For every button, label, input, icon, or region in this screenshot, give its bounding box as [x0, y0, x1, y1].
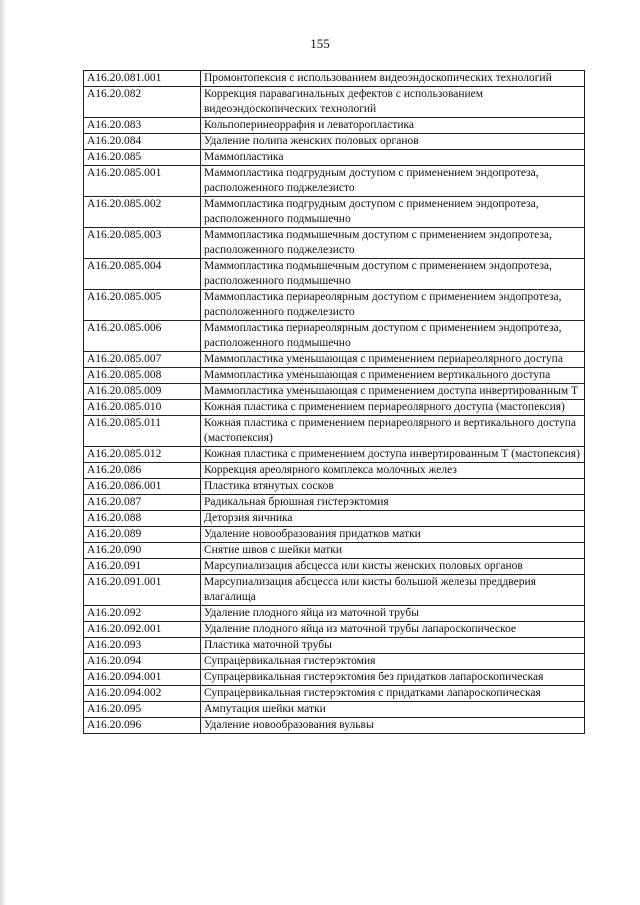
procedure-name: Удаление полипа женских половых органов — [201, 134, 585, 150]
procedure-name: Радикальная брюшная гистерэктомия — [201, 495, 585, 511]
procedure-code: A16.20.094.002 — [84, 686, 201, 702]
table-row — [84, 511, 585, 527]
procedure-code: A16.20.085.007 — [84, 352, 201, 368]
procedure-code: A16.20.085.009 — [84, 384, 201, 400]
procedure-name: Маммопластика подмышечным доступом с применением эндопротеза, расположенного подмышечно — [201, 259, 585, 290]
procedure-name: Удаление новообразования вульвы — [201, 718, 585, 734]
procedure-name: Кожная пластика с применением доступа инвертированным Т (мастопексия) — [201, 447, 585, 463]
procedure-name: Промонтопексия с использованием видеоэндоскопических технологий — [201, 71, 585, 87]
table-row — [84, 463, 585, 479]
table-row — [84, 150, 585, 166]
procedure-name: Удаление новообразования придатков матки — [201, 527, 585, 543]
table-row — [84, 718, 585, 734]
procedure-name: Супрацервикальная гистерэктомия с придатками лапароскопическая — [201, 686, 585, 702]
procedure-name: Маммопластика подгрудным доступом с применением эндопротеза, расположенного подмышечно — [201, 197, 585, 228]
table-row — [84, 447, 585, 463]
procedure-name: Маммопластика подгрудным доступом с применением эндопротеза, расположенного поджелезисто — [201, 166, 585, 197]
procedure-name: Супрацервикальная гистерэктомия без придатков лапароскопическая — [201, 670, 585, 686]
procedure-name: Коррекция ареолярного комплекса молочных желез — [201, 463, 585, 479]
table-row — [84, 543, 585, 559]
procedure-code: A16.20.086.001 — [84, 479, 201, 495]
procedure-name: Кольпоперинеоррафия и леваторопластика — [201, 118, 585, 134]
procedure-code: A16.20.094 — [84, 654, 201, 670]
procedure-code: A16.20.091.001 — [84, 575, 201, 606]
procedure-code: A16.20.085.005 — [84, 290, 201, 321]
procedure-code: A16.20.096 — [84, 718, 201, 734]
table-row — [84, 686, 585, 702]
table-row — [84, 197, 585, 228]
table-row — [84, 384, 585, 400]
procedure-name: Кожная пластика с применением периареолярного и вертикального доступа (мастопексия) — [201, 416, 585, 447]
procedure-code: A16.20.086 — [84, 463, 201, 479]
table-row — [84, 400, 585, 416]
table-row — [84, 670, 585, 686]
procedure-code: A16.20.094.001 — [84, 670, 201, 686]
procedure-code: A16.20.085.006 — [84, 321, 201, 352]
procedure-code: A16.20.087 — [84, 495, 201, 511]
procedure-name: Маммопластика уменьшающая с применением периареолярного доступа — [201, 352, 585, 368]
procedure-code: A16.20.093 — [84, 638, 201, 654]
procedure-code: A16.20.085.002 — [84, 197, 201, 228]
procedure-name: Кожная пластика с применением периареолярного доступа (мастопексия) — [201, 400, 585, 416]
table-row — [84, 118, 585, 134]
procedure-code: A16.20.090 — [84, 543, 201, 559]
procedure-code: A16.20.095 — [84, 702, 201, 718]
procedure-table-body — [84, 71, 585, 734]
table-row — [84, 71, 585, 87]
table-row — [84, 622, 585, 638]
procedure-code: A16.20.082 — [84, 87, 201, 118]
table-row — [84, 368, 585, 384]
procedure-code: A16.20.085.008 — [84, 368, 201, 384]
table-row — [84, 228, 585, 259]
procedure-code: A16.20.085 — [84, 150, 201, 166]
procedure-code: A16.20.091 — [84, 559, 201, 575]
procedure-name: Маммопластика уменьшающая с применением доступа инвертированным Т — [201, 384, 585, 400]
procedure-name: Удаление плодного яйца из маточной трубы — [201, 606, 585, 622]
table-row — [84, 321, 585, 352]
procedure-name: Пластика маточной трубы — [201, 638, 585, 654]
scan-edge-shadow — [0, 0, 6, 905]
procedure-code: A16.20.085.004 — [84, 259, 201, 290]
table-row — [84, 479, 585, 495]
procedure-name: Марсупиализация абсцесса или кисты большой железы преддверия влагалища — [201, 575, 585, 606]
procedure-code: A16.20.085.001 — [84, 166, 201, 197]
procedure-name: Супрацервикальная гистерэктомия — [201, 654, 585, 670]
procedure-code: A16.20.092.001 — [84, 622, 201, 638]
procedure-code: A16.20.092 — [84, 606, 201, 622]
procedure-name: Маммопластика уменьшающая с применением вертикального доступа — [201, 368, 585, 384]
procedure-name: Коррекция паравагинальных дефектов с использованием видеоэндоскопических технологий — [201, 87, 585, 118]
procedure-name: Маммопластика периареолярным доступом с применением эндопротеза, расположенного подмышечно — [201, 321, 585, 352]
table-row — [84, 290, 585, 321]
procedure-code: A16.20.083 — [84, 118, 201, 134]
procedure-code: A16.20.085.003 — [84, 228, 201, 259]
procedure-code: A16.20.084 — [84, 134, 201, 150]
procedure-name: Удаление плодного яйца из маточной трубы лапароскопическое — [201, 622, 585, 638]
procedure-name: Деторзия яичника — [201, 511, 585, 527]
procedure-code: A16.20.085.012 — [84, 447, 201, 463]
table-row — [84, 495, 585, 511]
table-row — [84, 416, 585, 447]
table-row — [84, 702, 585, 718]
table-row — [84, 527, 585, 543]
page-number: 155 — [310, 36, 330, 51]
procedure-name: Маммопластика подмышечным доступом с применением эндопротеза, расположенного поджелезисто — [201, 228, 585, 259]
table-row — [84, 638, 585, 654]
procedure-name: Маммопластика периареолярным доступом с применением эндопротеза, расположенного поджелезисто — [201, 290, 585, 321]
procedure-name: Марсупиализация абсцесса или кисты женских половых органов — [201, 559, 585, 575]
table-row — [84, 259, 585, 290]
procedure-table — [83, 70, 585, 734]
procedure-code: A16.20.085.010 — [84, 400, 201, 416]
table-row — [84, 559, 585, 575]
procedure-name: Ампутация шейки матки — [201, 702, 585, 718]
table-row — [84, 87, 585, 118]
procedure-name: Снятие швов с шейки матки — [201, 543, 585, 559]
procedure-code: A16.20.089 — [84, 527, 201, 543]
table-row — [84, 166, 585, 197]
procedure-name: Пластика втянутых сосков — [201, 479, 585, 495]
table-row — [84, 575, 585, 606]
procedure-code: A16.20.088 — [84, 511, 201, 527]
procedure-code: A16.20.081.001 — [84, 71, 201, 87]
procedure-code: A16.20.085.011 — [84, 416, 201, 447]
table-row — [84, 352, 585, 368]
table-row — [84, 134, 585, 150]
table-row — [84, 606, 585, 622]
procedure-name: Маммопластика — [201, 150, 585, 166]
table-row — [84, 654, 585, 670]
